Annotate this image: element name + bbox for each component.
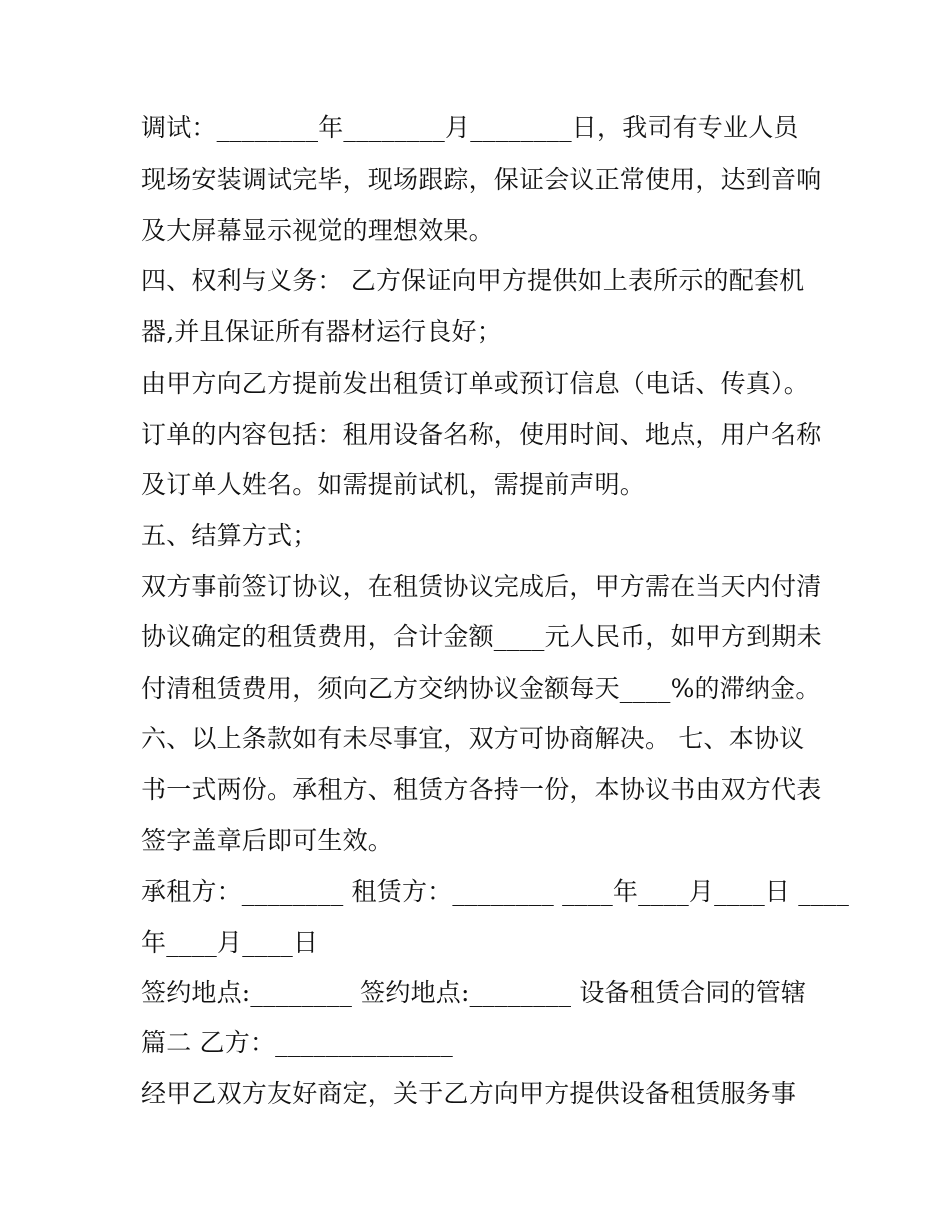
text-line: 订单的内容包括：租用设备名称，使用时间、地点，用户名称 (141, 420, 822, 449)
text-line: 书一式两份。承租方、租赁方各持一份，本协议书由双方代表 (141, 775, 822, 804)
text-line: 承租方：________ 租赁方：________ ____年____月____日 ____ (141, 877, 850, 906)
text-line: 签约地点:________ 签约地点:________ 设备租赁合同的管辖 (141, 978, 807, 1007)
text-line: 及大屏幕显示视觉的理想效果。 (141, 216, 494, 245)
text-line: 由甲方向乙方提前发出租赁订单或预订信息（电话、传真）。 (141, 369, 809, 398)
text-line: 付清租赁费用，须向乙方交纳协议金额每天____%的滞纳金。 (141, 674, 821, 703)
text-line: 及订单人姓名。如需提前试机，需提前声明。 (141, 470, 646, 499)
text-line: 调试：________年________月________日，我司有专业人员 (141, 113, 799, 142)
text-line: 协议确定的租赁费用，合计金额____元人民币，如甲方到期未 (141, 622, 822, 651)
text-line: 四、权利与义务： 乙方保证向甲方提供如上表所示的配套机 (141, 266, 805, 295)
text-line: 六、以上条款如有未尽事宜，双方可协商解决。 七、本协议 (141, 724, 805, 753)
text-line: 双方事前签订协议，在租赁协议完成后，甲方需在当天内付清 (141, 572, 822, 601)
text-line: 篇二 乙方：______________ (141, 1028, 453, 1057)
text-line: 五、结算方式； (141, 521, 318, 550)
text-line: 经甲乙双方友好商定，关于乙方向甲方提供设备租赁服务事 (141, 1079, 797, 1108)
text-line: 现场安装调试完毕，现场跟踪，保证会议正常使用，达到音响 (141, 165, 822, 194)
text-line: 签字盖章后即可生效。 (141, 826, 394, 855)
text-line: 器,并且保证所有器材运行良好； (141, 317, 502, 346)
text-line: 年____月____日 (141, 928, 319, 957)
